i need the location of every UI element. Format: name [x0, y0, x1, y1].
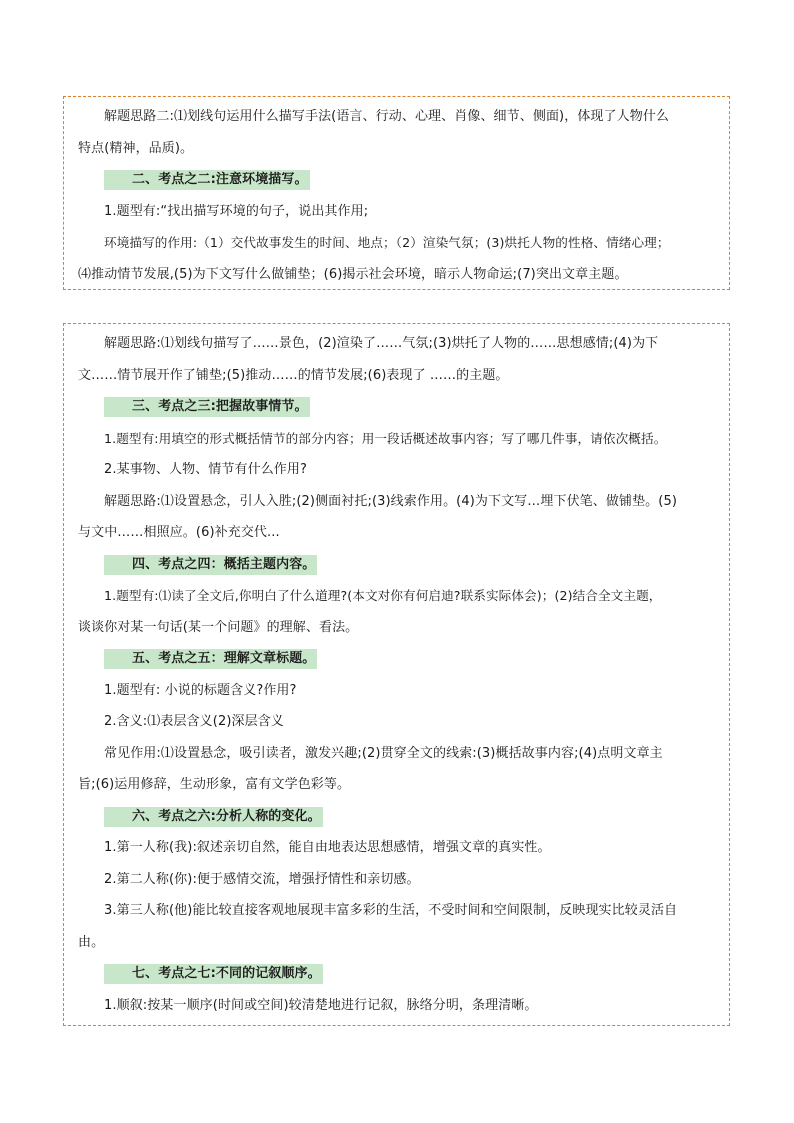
- section-heading-4: [78, 549, 715, 581]
- paragraph-line: 1.题型有: 小说的标题含义?作用?: [104, 682, 297, 698]
- paragraph-line: 2.某事物、人物、情节有什么作用?: [104, 462, 308, 477]
- paragraph-line: 谈谈你对某一句话(某一个问题》的理解、看法。: [78, 619, 359, 635]
- paragraph-line: 与文中……相照应。(6)补充交代...: [78, 525, 280, 540]
- heading-text: 七、考点之七:不同的记叙顺序。: [104, 964, 323, 984]
- heading-text: 三、考点之三:把握故事情节。: [104, 397, 310, 417]
- paragraph-line: 2.第二人称(你):便于感情交流，增强抒情性和亲切感。: [104, 871, 420, 887]
- section-heading-2: [78, 164, 715, 196]
- paragraph-line: 由。: [78, 934, 105, 950]
- paragraph-line: 1.题型有:用填空的形式概括情节的部分内容；用一段话概述故事内容；写了哪几件事，请依次概括。: [104, 430, 667, 446]
- paragraph-line: 1.题型有:“找出描写环境的句子，说出其作用;: [104, 203, 369, 219]
- paragraph-line: 特点(精神，品质)。: [78, 140, 194, 156]
- paragraph-line: 解题思路:⑴设置悬念，引人入胜;(2)侧面衬托;(3)线索作用。(4)为下文写…埋下伏笔、做铺垫。(5): [104, 493, 677, 509]
- paragraph-line: ⑷推动情节发展,(5)为下文写什么做铺垫；(6)揭示社会环境，暗示人物命运;(7)突出文章主题。: [78, 266, 628, 282]
- paragraph-line: 1.题型有:⑴读了全文后,你明白了什么道理?(本文对你有何启迪?联系实际体会)；(2)结合全文主题，: [104, 588, 662, 603]
- section-heading-7: [78, 958, 715, 990]
- paragraph-line: 解题思路二:⑴划线句运用什么描写手法(语言、行动、心理、肖像、细节、侧面)，体现了人物什么: [104, 109, 670, 124]
- section-heading-5: [78, 643, 715, 675]
- heading-text: 五、考点之五：理解文章标题。: [104, 649, 317, 669]
- paragraph-line: 常见作用:⑴设置悬念，吸引读者，激发兴趣;(2)贯穿全文的线索:(3)概括故事内容;(4)点明文章主: [104, 745, 663, 761]
- section-heading-6: [78, 801, 715, 833]
- section-heading-3: [78, 391, 715, 423]
- paragraph-line: 文……情节展开作了铺垫;(5)推动……的情节发展;(6)表现了 ……的主题。: [78, 367, 509, 383]
- paragraph-line: 3.第三人称(他)能比较直接客观地展现丰富多彩的生活，不受时间和空间限制，反映现实比较灵活自: [104, 903, 678, 918]
- heading-text: 四、考点之四：概括主题内容。: [104, 555, 317, 575]
- content-box-2: [63, 323, 730, 1026]
- paragraph-line: 解题思路:⑴划线句描写了……景色，(2)渲染了……气氛;(3)烘托了人物的……思想感情;(4)为下: [104, 336, 659, 351]
- heading-text: 二、考点之二:注意环境描写。: [104, 170, 310, 190]
- paragraph-line: 旨;(6)运用修辞，生动形象，富有文学色彩等。: [78, 777, 351, 792]
- paragraph-line: 2.含义:⑴表层含义(2)深层含义: [104, 714, 284, 729]
- paragraph-line: 1.顺叙:按某一顺序(时间或空间)较清楚地进行记叙，脉络分明，条理清晰。: [104, 997, 538, 1013]
- content-box-1: [63, 96, 730, 290]
- heading-text: 六、考点之六:分析人称的变化。: [104, 807, 323, 827]
- paragraph-line: 1.第一人称(我):叙述亲切自然，能自由地表达思想感情，增强文章的真实性。: [104, 840, 551, 855]
- paragraph-line: 环境描写的作用:（1）交代故事发生的时间、地点；（2）渲染气氛；(3)烘托人物的性格、情绪心理；: [104, 235, 670, 250]
